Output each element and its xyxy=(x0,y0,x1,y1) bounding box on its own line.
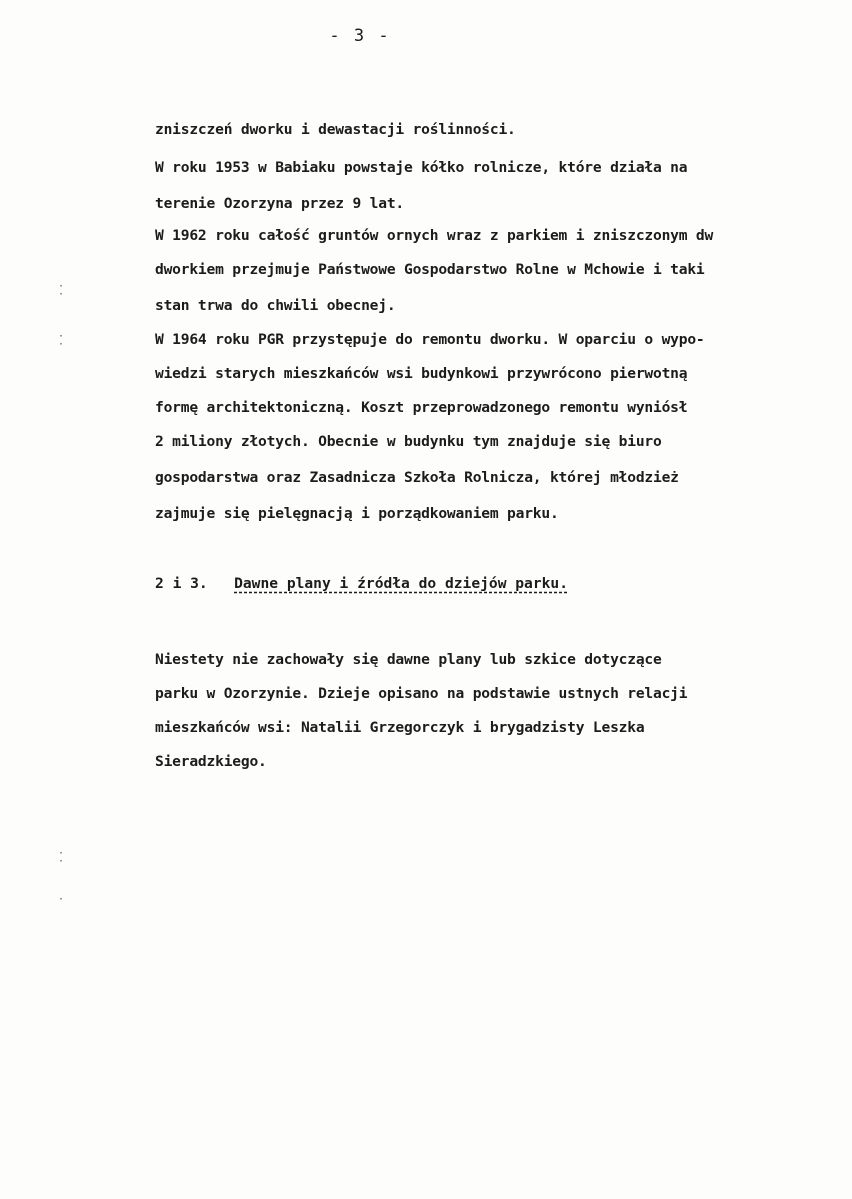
text-line: stan trwa do chwili obecnej. xyxy=(155,297,396,314)
text-line: mieszkańców wsi: Natalii Grzegorczyk i brygadzisty Leszka xyxy=(155,719,645,736)
margin-mark: · · xyxy=(58,281,65,300)
text-line: zniszczeń dworku i dewastacji roślinności. xyxy=(155,121,516,138)
section-number: 2 i 3. xyxy=(155,575,208,592)
text-line: W 1964 roku PGR przystępuje do remontu dworku. W oparciu o wypo- xyxy=(155,331,705,348)
text-line: Niestety nie zachowały się dawne plany lub szkice dotyczące xyxy=(155,651,662,668)
section-heading xyxy=(155,574,568,594)
page-number: - 3 - xyxy=(329,26,391,46)
margin-mark: · · xyxy=(58,331,65,350)
text-line: dworkiem przejmuje Państwowe Gospodarstwo Rolne w Mchowie i taki xyxy=(155,261,705,278)
text-line: 2 miliony złotych. Obecnie w budynku tym znajduje się biuro xyxy=(155,433,662,450)
text-line: W roku 1953 w Babiaku powstaje kółko rolnicze, które działa na xyxy=(155,159,688,176)
margin-mark: · xyxy=(58,894,65,905)
text-line: formę architektoniczną. Koszt przeprowadzonego remontu wyniósł xyxy=(155,399,688,416)
text-line: zajmuje się pielęgnacją i porządkowaniem parku. xyxy=(155,505,559,522)
text-line: wiedzi starych mieszkańców wsi budynkowi przywrócono pierwotną xyxy=(155,365,688,382)
text-line: Sieradzkiego. xyxy=(155,753,267,770)
text-line: W 1962 roku całość gruntów ornych wraz z parkiem i zniszczonym dw xyxy=(155,227,714,244)
section-title: Dawne plany i źródła do dziejów parku. xyxy=(234,575,568,592)
text-line: gospodarstwa oraz Zasadnicza Szkoła Rolnicza, której młodzież xyxy=(155,469,679,486)
text-line: parku w Ozorzynie. Dzieje opisano na podstawie ustnych relacji xyxy=(155,685,688,702)
margin-mark: · · xyxy=(58,848,65,867)
text-line: terenie Ozorzyna przez 9 lat. xyxy=(155,195,404,212)
